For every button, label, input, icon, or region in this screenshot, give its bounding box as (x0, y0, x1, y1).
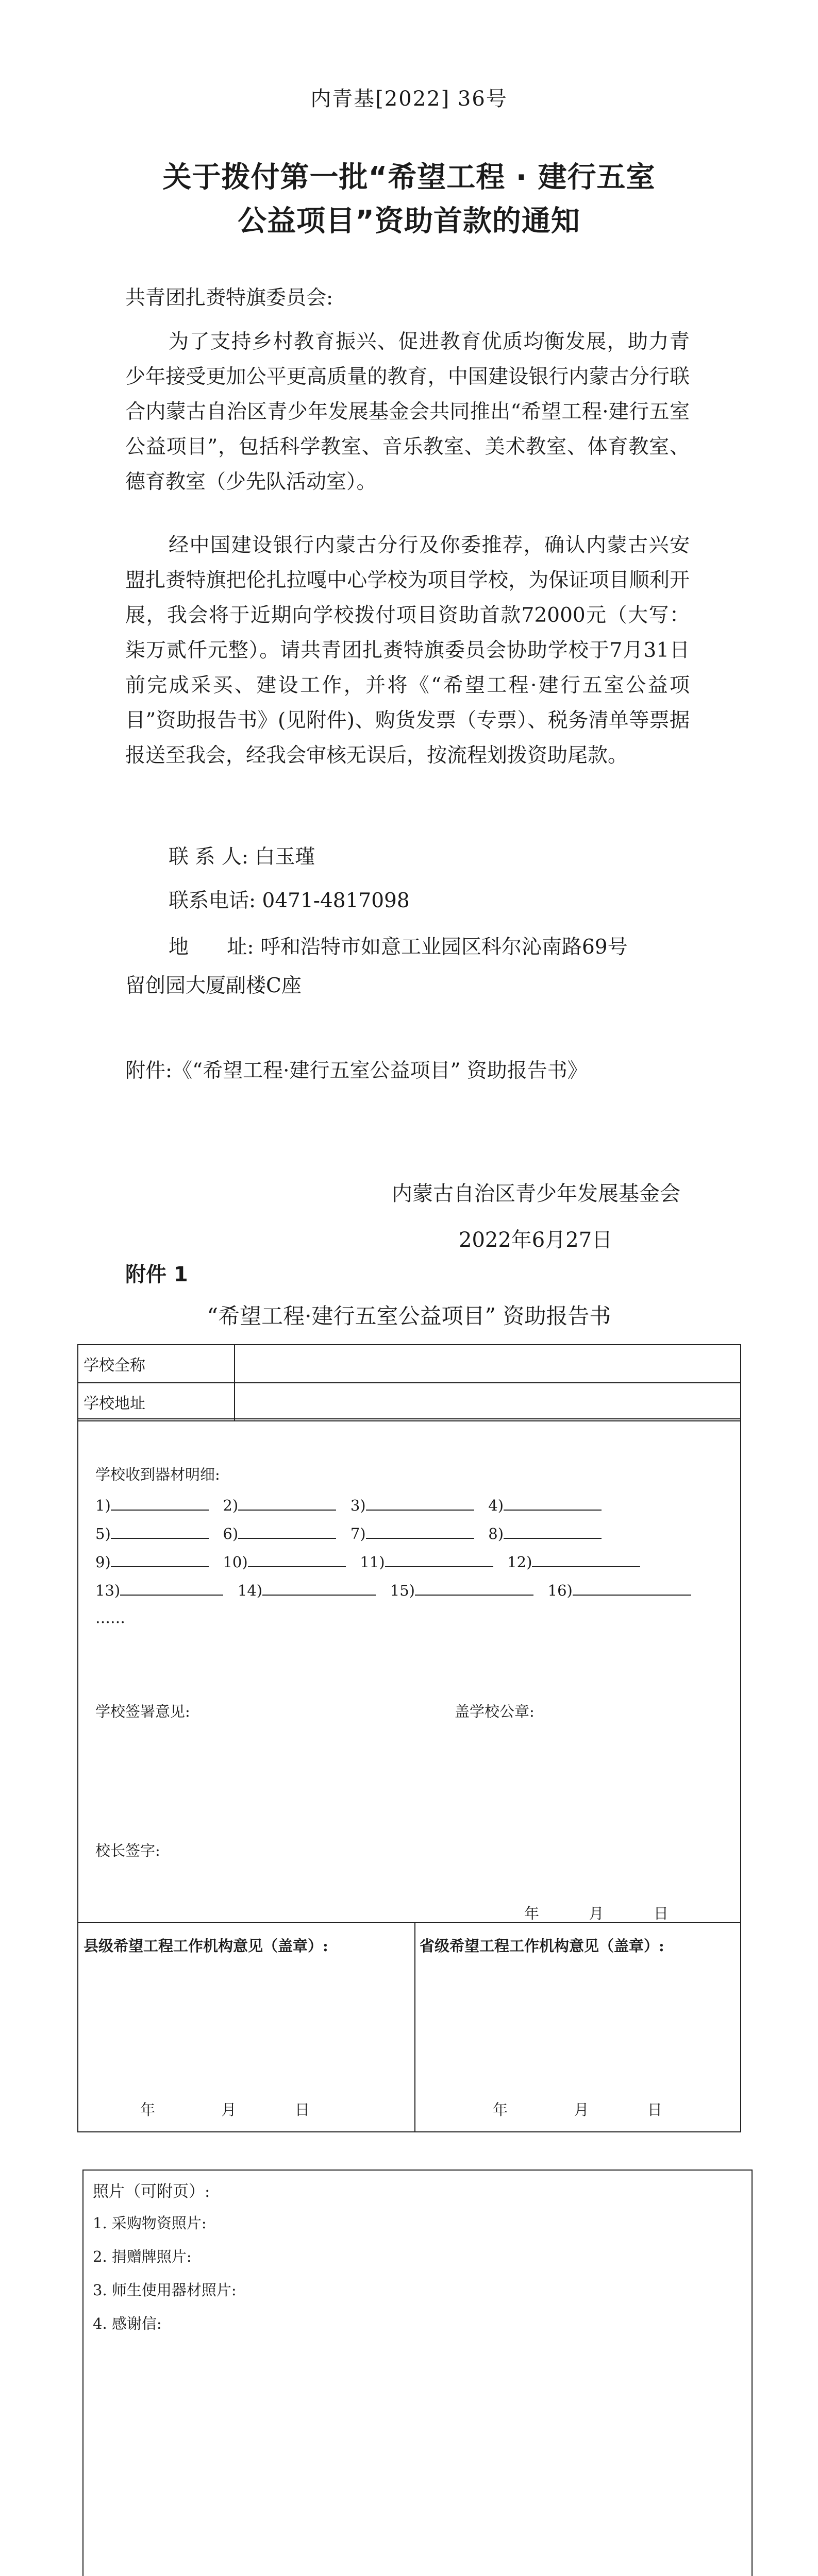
attachment-note: 附件:《“希望工程·建行五室公益项目” 资助报告书》 (125, 1059, 588, 1082)
table-row (78, 1345, 741, 1383)
equipment-row-4 (95, 1579, 691, 1599)
equipment-blank[interactable] (248, 1551, 346, 1567)
equipment-blank[interactable] (415, 1579, 533, 1596)
equipment-label: 学校收到器材明细: (95, 1466, 220, 1483)
list-item: 14) (238, 1582, 376, 1599)
paragraph-2: 经中国建设银行内蒙古分行及你委推荐，确认内蒙古兴安盟扎赉特旗把伦扎拉嘎中心学校为项目学校，为保证项目顺利开展，我会将于近期向学校拨付项目资助首款72000元（大写：柒万贰仟元整）。请共青团扎赉特旗委员会协助学校于7月31日前完成采买、建设工作，并将《“希望工程·建行五室公益项目”资助报告书》(见附件)、购货发票（专票）、税务清单等票据报送至我会，经我会审核无误后，按流程划拨资助尾款。 (125, 534, 690, 767)
date-year: 年 (524, 1905, 540, 1922)
school-date (524, 1902, 669, 1923)
school-name-field[interactable] (235, 1345, 741, 1383)
equipment-blank[interactable] (238, 1522, 336, 1539)
paragraph-1: 为了支持乡村教育振兴、促进教育优质均衡发展，助力青少年接受更加公平更高质量的教育，中国建设银行内蒙古分行联合内蒙古自治区青少年发展基金会共同推出“希望工程·建行五室公益项目”，包括科学教室、音乐教室、美术教室、体育教室、德育教室（少先队活动室）。 (125, 330, 690, 494)
sender-organization: 内蒙古自治区青少年发展基金会 (392, 1182, 680, 1206)
equipment-blank[interactable] (573, 1579, 691, 1596)
county-opinion-box (77, 1922, 415, 2132)
school-section (77, 1418, 741, 1923)
list-item: 9) (95, 1553, 209, 1571)
equipment-ellipsis: …… (95, 1609, 125, 1626)
equipment-blank[interactable] (262, 1579, 376, 1596)
contact-person-value: 白玉瑾 (255, 845, 315, 869)
equipment-blank[interactable] (504, 1522, 602, 1539)
date-month: 月 (589, 1905, 604, 1922)
photo-item-3: 3. 师生使用器材照片: (93, 2281, 237, 2299)
list-item: 5) (95, 1525, 209, 1543)
school-info-table (77, 1344, 741, 1421)
contact-person (169, 840, 315, 875)
province-opinion-box (414, 1922, 741, 2132)
equipment-blank[interactable] (238, 1494, 336, 1511)
contact-address (169, 930, 628, 965)
province-date (493, 2098, 662, 2120)
equipment-row-1 (95, 1494, 602, 1514)
date-month: 月 (221, 2101, 237, 2119)
document-number: 内青基[2022] 36号 (310, 87, 508, 111)
form-title: “希望工程·建行五室公益项目” 资助报告书 (207, 1303, 611, 1329)
photo-item-1: 1. 采购物资照片: (93, 2214, 207, 2232)
date-year: 年 (140, 2101, 156, 2119)
contact-person-label: 联 系 人: (169, 845, 248, 869)
photo-item-2: 2. 捐赠牌照片: (93, 2248, 192, 2265)
list-item: 2) (223, 1497, 336, 1514)
table-row (78, 1383, 741, 1421)
contact-phone (169, 884, 410, 919)
equipment-blank[interactable] (111, 1551, 209, 1567)
list-item: 8) (488, 1525, 602, 1543)
list-item: 6) (223, 1525, 336, 1543)
equipment-blank[interactable] (504, 1494, 602, 1511)
school-opinion-label: 学校签署意见: (95, 1703, 190, 1720)
list-item: 13) (95, 1582, 223, 1599)
salutation: 共青团扎赉特旗委员会: (125, 286, 333, 310)
contact-address-line1: 呼和浩特市如意工业园区科尔沁南路69号 (260, 936, 628, 959)
contact-phone-value: 0471-4817098 (262, 889, 410, 912)
equipment-blank[interactable] (366, 1522, 474, 1539)
date-day: 日 (294, 2101, 310, 2119)
photos-box (82, 2170, 753, 2576)
contact-address-line2: 留创园大厦副楼C座 (125, 974, 302, 997)
equipment-blank[interactable] (366, 1494, 474, 1511)
school-seal-label: 盖学校公章: (455, 1703, 535, 1720)
list-item: 11) (360, 1553, 493, 1571)
list-item: 4) (488, 1497, 602, 1514)
county-date (140, 2098, 310, 2120)
equipment-row-2 (95, 1522, 602, 1543)
principal-signature-label: 校长签字: (95, 1842, 160, 1859)
photo-item-4: 4. 感谢信: (93, 2315, 162, 2332)
list-item: 10) (223, 1553, 345, 1571)
issue-date: 2022年6月27日 (459, 1228, 613, 1252)
equipment-blank[interactable] (111, 1494, 209, 1511)
province-opinion-label: 省级希望工程工作机构意见（盖章）: (420, 1937, 664, 1955)
equipment-row-3 (95, 1551, 640, 1571)
title-line-2: 公益项目”资助首款的通知 (238, 205, 580, 238)
date-day: 日 (647, 2101, 662, 2119)
title-line-1: 关于拨付第一批“希望工程 · 建行五室 (162, 161, 656, 194)
equipment-blank[interactable] (532, 1551, 640, 1567)
list-item: 12) (507, 1553, 640, 1571)
school-address-label: 学校地址 (78, 1383, 235, 1421)
list-item: 1) (95, 1497, 209, 1514)
county-opinion-label: 县级希望工程工作机构意见（盖章）: (84, 1937, 328, 1955)
list-item: 15) (390, 1582, 533, 1599)
date-year: 年 (493, 2101, 508, 2119)
date-day: 日 (653, 1905, 669, 1922)
contact-address-label: 地 址: (169, 936, 254, 959)
photos-label: 照片（可附页）: (93, 2182, 210, 2201)
list-item: 3) (350, 1497, 474, 1514)
school-name-label: 学校全称 (78, 1345, 235, 1383)
school-address-field[interactable] (235, 1383, 741, 1421)
date-month: 月 (574, 2101, 589, 2119)
list-item: 7) (350, 1525, 474, 1543)
equipment-blank[interactable] (120, 1579, 223, 1596)
list-item: 16) (548, 1582, 691, 1599)
equipment-blank[interactable] (111, 1522, 209, 1539)
contact-phone-label: 联系电话: (169, 889, 256, 912)
equipment-blank[interactable] (385, 1551, 493, 1567)
attachment-label: 附件 1 (125, 1263, 188, 1286)
